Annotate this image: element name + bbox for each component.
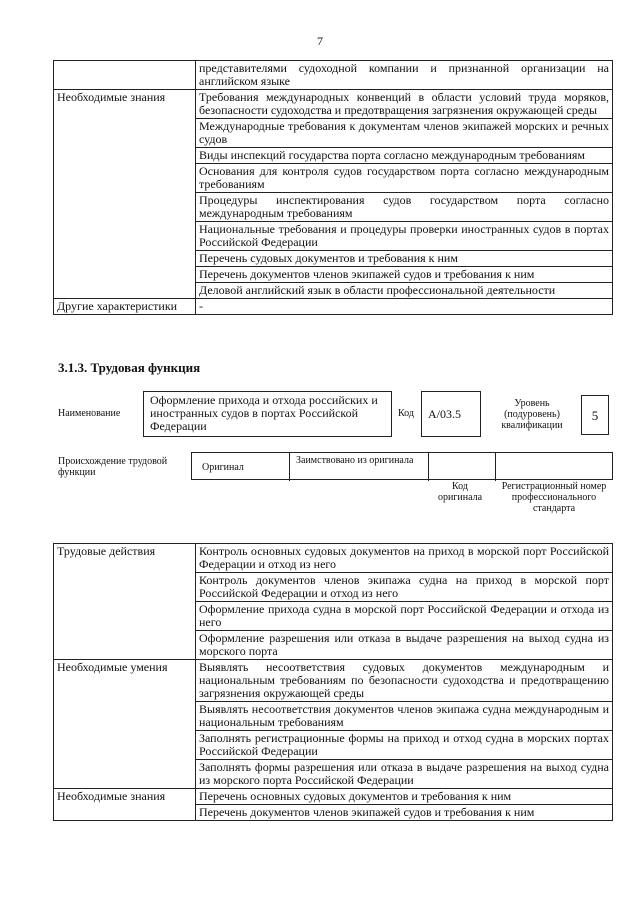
row-label: Необходимые знания xyxy=(54,789,196,821)
section-heading: 3.1.3. Трудовая функция xyxy=(58,360,201,375)
cell-value: Международные требования к документам членов экипажей морских и речных судов xyxy=(196,119,613,148)
cell-value: Заполнять регистрационные формы на приход и отход судна в морских портах Российской Федерации xyxy=(196,731,613,760)
original-label: Оригинал xyxy=(202,462,244,473)
cell-value: Заполнять формы разрешения или отказа в выдаче разрешения на выход судна из морского порта Российской Федерации xyxy=(196,760,613,789)
origin-label: Происхождение трудовой функции xyxy=(58,456,168,478)
code-original-label: Код оригинала xyxy=(437,481,483,503)
cell-value: Основания для контроля судов государством порта согласно международным требованиям xyxy=(196,164,613,193)
reg-number-label: Регистрационный номер профессионального стандарта xyxy=(501,481,607,514)
cell-value: Перечень документов членов экипажей судов и требования к ним xyxy=(196,805,613,821)
row-label: Необходимые знания xyxy=(54,90,196,299)
table-row xyxy=(54,544,613,573)
level-label: Уровень (подуровень) квалификации xyxy=(501,398,563,431)
knowledge-table xyxy=(53,60,613,315)
row-label: Другие характеристики xyxy=(54,299,196,315)
level-box xyxy=(581,395,609,435)
function-name-box xyxy=(143,391,392,437)
level-value: 5 xyxy=(591,408,599,423)
row-label: Трудовые действия xyxy=(54,544,196,660)
name-label: Наименование xyxy=(58,408,121,419)
table-row xyxy=(54,90,613,119)
cell-value: Оформление разрешения или отказа в выдаче разрешения на выход судна из морского порта xyxy=(196,631,613,660)
cell-value: Перечень документов членов экипажей судов и требования к ним xyxy=(196,267,613,283)
origin-boxes xyxy=(191,452,613,480)
cell-value: Деловой английский язык в области профессиональной деятельности xyxy=(196,283,613,299)
cell-value: Контроль документов членов экипажа судна на приход в морской порт Российской Федерации и отход из него xyxy=(196,573,613,602)
function-name: Оформление прихода и отхода российских и иностранных судов в портах Российской Федерации xyxy=(150,393,378,433)
page-number: 7 xyxy=(317,34,323,48)
table-row xyxy=(54,61,613,90)
cell-value: - xyxy=(196,299,613,315)
cell-value: представителями судоходной компании и признанной организации на английском языке xyxy=(196,61,613,90)
code-box xyxy=(421,391,481,437)
cell-value: Перечень основных судовых документов и требования к ним xyxy=(196,789,613,805)
row-label xyxy=(54,61,196,90)
cell-value: Контроль основных судовых документов на приход в морской порт Российской Федерации и отход из него xyxy=(196,544,613,573)
code-label: Код xyxy=(398,408,414,419)
cell-value: Виды инспекций государства порта согласно международным требованиям xyxy=(196,148,613,164)
table-row xyxy=(54,660,613,702)
cell-value: Выявлять несоответствия документов членов экипажа судна международным и национальным требованиям xyxy=(196,702,613,731)
borrowed-label: Заимствовано из оригинала xyxy=(296,455,414,466)
cell-value: Процедуры инспектирования судов государством порта согласно международным требованиям xyxy=(196,193,613,222)
function-table xyxy=(53,543,613,821)
cell-value: Перечень судовых документов и требования к ним xyxy=(196,251,613,267)
cell-value: Выявлять несоответствия судовых документов международным и национальным требованиям по безопасности судоходства и предотвращению загрязнения окружающей среды xyxy=(196,660,613,702)
cell-value: Оформление прихода судна в морской порт Российской Федерации и отхода из него xyxy=(196,602,613,631)
code-value: A/03.5 xyxy=(428,407,461,421)
table-row xyxy=(54,299,613,315)
cell-value: Национальные требования и процедуры проверки иностранных судов в портах Российской Федерации xyxy=(196,222,613,251)
cell-value: Требования международных конвенций в области условий труда моряков, безопасности судоходства и предотвращения загрязнения окружающей среды xyxy=(196,90,613,119)
table-row xyxy=(54,789,613,805)
row-label: Необходимые умения xyxy=(54,660,196,789)
